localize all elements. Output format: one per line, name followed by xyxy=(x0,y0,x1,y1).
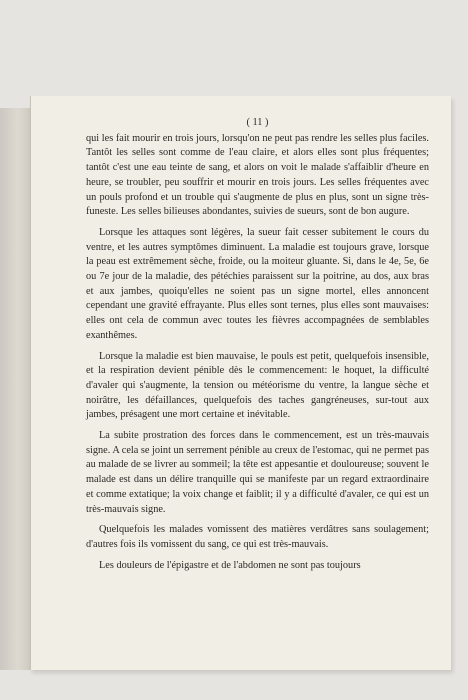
paragraph: Les douleurs de l'épigastre et de l'abdomen ne sont pas toujours xyxy=(99,559,361,571)
page-text xyxy=(86,116,429,579)
paragraph: Quelquefois les malades vomissent des matières verdâtres sans soulagement; d'autres fois ils vomissent du sang, ce qui est très-mauvais. xyxy=(86,524,429,550)
paragraph: Lorsque les attaques sont légères, la sueur fait cesser subitement le cours du ventre, et les autres symptômes diminuent. La maladie est toujours grave, lorsque la peau est extrêmement sèche, froide, ou la moiteur gluante. Si, dans le 4e, 5e, 6e ou 7e jour de la maladie, des pétéchies paraissent sur la poitrine, au dos, aux bras et aux jambes, quoiqu'elles ne soient pas un signe mortel, elles annoncent cependant une gravité effrayante. Plus elles sont ternes, plus elles sont mauvaises: elles ont cela de commun avec toutes les fièvres accompagnées de semblables exanthêmes. xyxy=(86,226,429,341)
paragraph: Lorsque la maladie est bien mauvaise, le pouls est petit, quelquefois insensible, et la respiration devient pénible dès le commencement: le hoquet, la difficulté d'avaler qui s'augmente, la tension ou météorisme du ventre, la langue sèche et noirâtre, les défaillances, quelquefois des taches gangréneuses, sur-tout aux jambes, présagent une mort certaine et inévitable. xyxy=(86,350,429,421)
paragraph: La subite prostration des forces dans le commencement, est un très-mauvais signe. A cela se joint un serrement pénible au creux de l'estomac, qui ne permet pas au malade de se livrer au sommeil; la tête est appesantie et douloureuse; souvent le malade est dans un délire tranquille qui se manifeste par un regard extraordinaire et comme extatique; la voix change et faiblit; il y a difficulté d'avaler, ce qui est un très-mauvais signe. xyxy=(86,430,429,515)
facing-page-edge xyxy=(0,108,31,670)
paragraph: qui les fait mourir en trois jours, lorsqu'on ne peut pas rendre les selles plus faciles. Tantôt les selles sont comme de l'eau claire, et alors elles sont plus fréquentes; tantôt c'est une eau teinte de sang, et alors on voit le malade s'affaiblir d'heure en heure, se troubler, peu souffrir et mourir en trois jours. Les selles fréquentes avec un pouls profond et un trouble qui s'augmente de plus en plus, sont un signe très-funeste. Les selles bilieuses abondantes, suivies de sueurs, sont de bon augure. xyxy=(86,132,429,218)
page-number: ( 11 ) xyxy=(246,117,269,128)
